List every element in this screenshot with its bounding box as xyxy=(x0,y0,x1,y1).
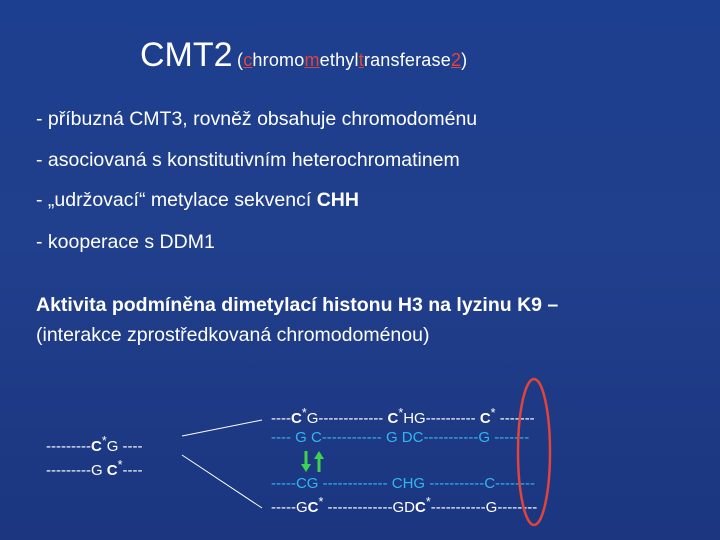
seq-text: G------------- xyxy=(306,410,388,427)
seq-text: -----G xyxy=(271,499,308,516)
seq-text: -------------GD xyxy=(323,499,415,516)
arrow-up-icon xyxy=(314,451,324,472)
title-fragment: ethyl xyxy=(319,50,359,70)
seq-methyl-c: C xyxy=(387,410,399,427)
seq-star: * xyxy=(490,406,496,420)
title-main: CMT2 xyxy=(140,36,233,74)
seq-star: * xyxy=(301,406,307,420)
seq-text: HG---------- xyxy=(403,410,480,427)
seq-methyl-c: C xyxy=(106,462,118,479)
bullet-text: - „udržovací“ metylace sekvencí xyxy=(36,189,317,211)
title-letter-t: t xyxy=(358,50,364,70)
seq-dashes: ---- xyxy=(122,462,143,479)
title-letter-m: m xyxy=(304,50,320,70)
seq-methyl-c: C xyxy=(307,499,319,516)
seq-text: G DC-----------G ------- xyxy=(385,429,530,446)
title-fragment: ransferase xyxy=(363,50,451,70)
seq-dashes: --------- xyxy=(46,438,91,455)
bullet-item: - kooperace s DDM1 xyxy=(36,231,215,253)
title-digit-2: 2 xyxy=(450,50,462,70)
highlight-ellipse xyxy=(518,379,550,525)
seq-dashes: -----------G-------- xyxy=(430,499,538,516)
seq-star: * xyxy=(425,495,431,509)
right-bottom-line-1: -----CG ------------- CHG -----------C-------- xyxy=(271,475,535,492)
seq-text: ---------G xyxy=(46,462,107,479)
seq-star: * xyxy=(117,458,123,472)
paragraph-line-1: Aktivita podmíněna dimetylací histonu H3 na lyzinu K9 – xyxy=(36,294,559,316)
seq-methyl-c: C xyxy=(90,438,102,455)
seq-star: * xyxy=(398,406,404,420)
seq-methyl-c: C xyxy=(479,410,491,427)
title-letter-c: c xyxy=(243,50,253,70)
bullet-item: - příbuzná CMT3, rovněž obsahuje chromodoménu xyxy=(36,108,478,130)
title-paren-close: ) xyxy=(461,50,468,70)
seq-methyl-c: C xyxy=(290,410,302,427)
connector-line-top xyxy=(182,420,262,436)
title-fragment: hromo xyxy=(252,50,305,70)
paragraph-line-2: (interakce zprostředkovaná chromodoménou) xyxy=(36,324,430,346)
seq-methyl-c: C xyxy=(414,499,426,516)
seq-text: ---- G C------------ xyxy=(271,429,386,446)
seq-dashes: ------- xyxy=(495,410,535,427)
seq-dashes: ---- xyxy=(271,410,291,427)
title-paren-open: ( xyxy=(237,50,244,70)
seq-star: * xyxy=(318,495,324,509)
bullet-bold-term: CHH xyxy=(316,189,359,211)
bullet-item: - asociovaná s konstitutivním heterochromatinem xyxy=(36,149,460,171)
connector-line-bottom xyxy=(182,455,262,508)
arrow-down-icon xyxy=(301,451,311,472)
seq-star: * xyxy=(101,434,107,448)
seq-text: G ---- xyxy=(106,438,143,455)
